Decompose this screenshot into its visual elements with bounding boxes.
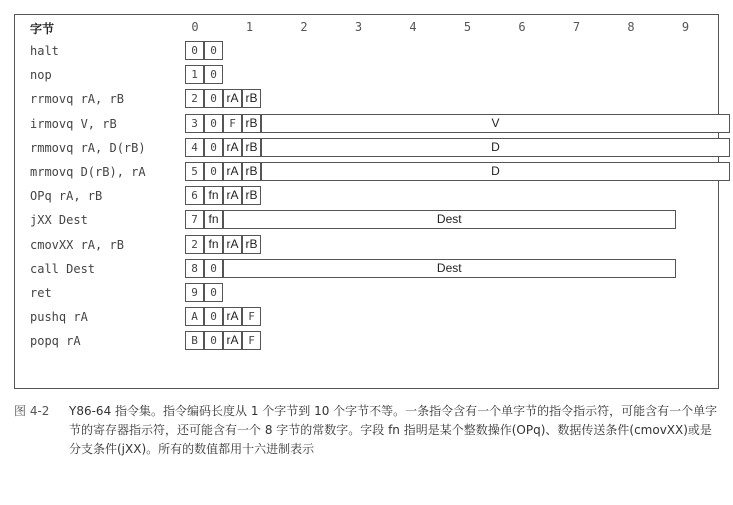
encoding-nibble-field: 0 bbox=[204, 65, 223, 84]
byte-column-number: 9 bbox=[681, 20, 690, 34]
constant-word-field: V bbox=[261, 114, 730, 133]
encoding-nibble-field: fn bbox=[204, 210, 223, 229]
encoding-nibble-field: rB bbox=[242, 114, 261, 133]
encoding-nibble-field: B bbox=[185, 331, 204, 350]
instruction-name: irmovq V, rB bbox=[30, 116, 117, 131]
encoding-nibble-field: rB bbox=[242, 89, 261, 108]
encoding-nibble-field: F bbox=[242, 331, 261, 350]
encoding-nibble-field: 0 bbox=[204, 307, 223, 326]
encoding-nibble-field: 0 bbox=[204, 114, 223, 133]
encoding-nibble-field: 4 bbox=[185, 138, 204, 157]
encoding-nibble-field: 0 bbox=[204, 89, 223, 108]
instruction-row bbox=[0, 185, 733, 207]
byte-column-number: 2 bbox=[300, 20, 308, 34]
instruction-name: halt bbox=[30, 44, 59, 58]
instruction-row bbox=[0, 306, 733, 328]
constant-word-field: D bbox=[261, 162, 730, 181]
encoding-nibble-field: rA bbox=[223, 307, 242, 326]
caption-text: Y86-64 指令集。指令编码长度从 1 个字节到 10 个字节不等。一条指令含有一个单字节的指令指示符，可能含有一个单字节的寄存器指示符，还可能含有一个 8 字节的常数字。字段 fn 指明是某个整数操作(OPq)、数据传送条件(cmovXX)或是分支条件(jXX)。所有的数值都用十六进制表示 bbox=[69, 404, 718, 456]
instruction-row bbox=[0, 282, 733, 304]
encoding-nibble-field: 2 bbox=[185, 89, 204, 108]
instruction-name: rmmovq rA, D(rB) bbox=[30, 140, 146, 155]
encoding-nibble-field: F bbox=[242, 307, 261, 326]
instruction-row bbox=[0, 40, 733, 62]
constant-word-field: Dest bbox=[223, 259, 676, 278]
instruction-name: OPq rA, rB bbox=[30, 189, 103, 204]
encoding-nibble-field: 7 bbox=[185, 210, 204, 229]
encoding-nibble-field: rA bbox=[223, 89, 242, 108]
instruction-name: rrmovq rA, rB bbox=[30, 92, 124, 107]
encoding-nibble-field: 0 bbox=[185, 41, 204, 60]
byte-column-number: 7 bbox=[572, 20, 581, 34]
encoding-nibble-field: rA bbox=[223, 138, 242, 157]
instruction-name: call Dest bbox=[30, 261, 96, 276]
encoding-nibble-field: rA bbox=[223, 162, 242, 181]
encoding-nibble-field: 9 bbox=[185, 283, 204, 302]
instruction-row bbox=[0, 330, 733, 352]
instruction-name: jXX Dest bbox=[30, 213, 88, 228]
byte-column-number: 1 bbox=[245, 20, 254, 34]
encoding-nibble-field: fn bbox=[204, 235, 223, 254]
encoding-nibble-field: F bbox=[223, 114, 242, 133]
encoding-nibble-field: rA bbox=[223, 186, 242, 205]
encoding-nibble-field: 3 bbox=[185, 114, 204, 133]
instruction-name: cmovXX rA, rB bbox=[30, 237, 124, 252]
byte-column-number: 6 bbox=[518, 20, 526, 34]
byte-column-number: 0 bbox=[191, 20, 199, 34]
instruction-row bbox=[0, 234, 733, 256]
instruction-row bbox=[0, 209, 733, 231]
instruction-row bbox=[0, 258, 733, 280]
encoding-nibble-field: 0 bbox=[204, 259, 223, 278]
encoding-nibble-field: 2 bbox=[185, 235, 204, 254]
byte-column-number: 5 bbox=[463, 20, 472, 34]
encoding-nibble-field: rB bbox=[242, 186, 261, 205]
instruction-name: ret bbox=[30, 286, 52, 300]
instruction-row bbox=[0, 88, 733, 110]
byte-column-number: 8 bbox=[627, 20, 635, 34]
instruction-name: mrmovq D(rB), rA bbox=[30, 165, 146, 179]
constant-word-field: Dest bbox=[223, 210, 676, 229]
instruction-name: popq rA bbox=[30, 334, 81, 349]
byte-column-number: 3 bbox=[354, 20, 363, 34]
instruction-row bbox=[0, 113, 733, 135]
constant-word-field: D bbox=[261, 138, 730, 157]
encoding-nibble-field: rB bbox=[242, 138, 261, 157]
encoding-nibble-field: 0 bbox=[204, 138, 223, 157]
encoding-nibble-field: rB bbox=[242, 162, 261, 181]
encoding-nibble-field: 8 bbox=[185, 259, 204, 278]
byte-column-number: 4 bbox=[409, 20, 417, 34]
encoding-nibble-field: 0 bbox=[204, 331, 223, 350]
instruction-name: pushq rA bbox=[30, 310, 88, 325]
caption-number: 图 4-2 bbox=[14, 404, 50, 418]
encoding-nibble-field: rB bbox=[242, 235, 261, 254]
encoding-nibble-field: A bbox=[185, 307, 204, 326]
instruction-row bbox=[0, 161, 733, 183]
instruction-name: nop bbox=[30, 68, 52, 83]
encoding-nibble-field: 6 bbox=[185, 186, 204, 205]
instruction-row bbox=[0, 137, 733, 159]
encoding-nibble-field: rA bbox=[223, 235, 242, 254]
encoding-nibble-field: rA bbox=[223, 331, 242, 350]
encoding-nibble-field: 0 bbox=[204, 41, 223, 60]
encoding-nibble-field: 5 bbox=[185, 162, 204, 181]
byte-header-label: 字节 bbox=[30, 22, 55, 36]
encoding-nibble-field: 0 bbox=[204, 162, 223, 181]
encoding-nibble-field: 1 bbox=[185, 65, 204, 84]
encoding-nibble-field: 0 bbox=[204, 283, 223, 302]
encoding-nibble-field: fn bbox=[204, 186, 223, 205]
instruction-row bbox=[0, 64, 733, 86]
